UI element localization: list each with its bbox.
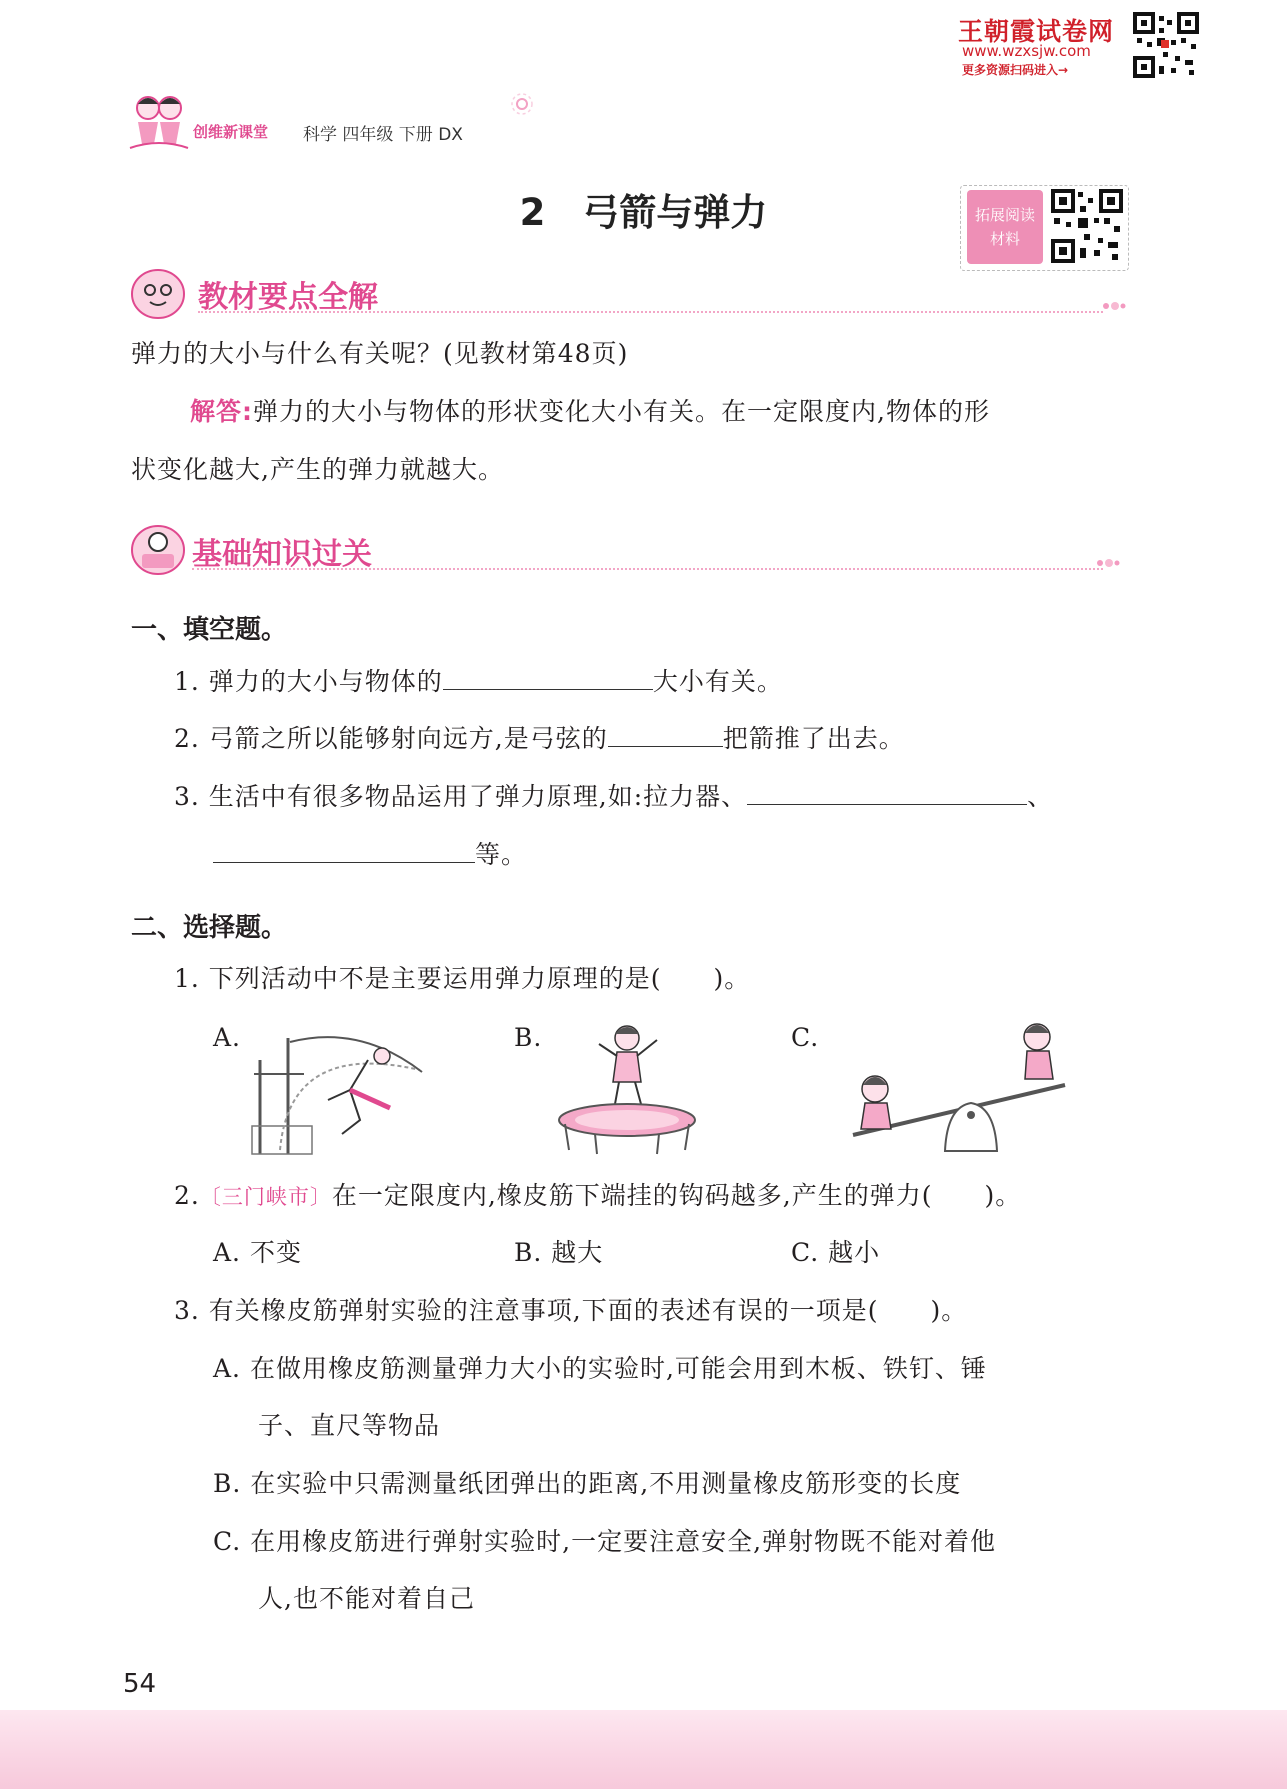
qr-code-icon[interactable] (1050, 188, 1124, 264)
question-text: 3. 生活中有很多物品运用了弹力原理,如:拉力器、 (174, 782, 748, 811)
teacher-mascot-icon (128, 264, 188, 320)
brand-name: 创维新课堂 (193, 123, 269, 141)
answer-blank[interactable] (443, 667, 653, 690)
pole-vault-illustration[interactable] (250, 1030, 430, 1156)
question-number: 2. (174, 1181, 200, 1210)
flower-decoration-icon (510, 92, 534, 116)
part2-title: 二、选择题。 (131, 913, 288, 943)
question-text: 等。 (475, 840, 528, 869)
textbook-question: 弹力的大小与什么有关呢？(见教材第48页) (131, 339, 629, 368)
option-a[interactable]: A. 不变 (213, 1238, 302, 1267)
question-text: 2. 弓箭之所以能够射向远方,是弓弦的 (174, 724, 608, 753)
student-mascot-icon (128, 520, 188, 576)
section-heading-textbook: 教材要点全解 (198, 280, 378, 315)
choice-question-2 (174, 1183, 1021, 1208)
region-tag: 〔三门峡市〕 (199, 1185, 332, 1209)
section-divider (192, 568, 1103, 570)
section-divider (198, 311, 1103, 313)
answer-label: 解答: (190, 397, 253, 426)
question-text: 大小有关。 (652, 667, 783, 696)
fill-question-3 (174, 782, 1053, 809)
answer-line-1 (190, 399, 990, 424)
fill-question-3-cont (213, 840, 527, 867)
qr-code-icon (1133, 12, 1199, 78)
option-c-cont[interactable]: 人,也不能对着自己 (258, 1584, 475, 1613)
option-c[interactable]: C. 在用橡皮筋进行弹射实验时,一定要注意安全,弹射物既不能对着他 (213, 1527, 997, 1556)
answer-blank[interactable] (608, 724, 723, 747)
option-a[interactable]: A. 在做用橡皮筋测量弹力大小的实验时,可能会用到木板、铁钉、锤 (213, 1354, 987, 1383)
answer-blank[interactable] (747, 782, 1027, 805)
dots-decoration-icon (1096, 556, 1120, 570)
header-subject: 科学 四年级 下册 DX (303, 125, 463, 145)
option-c[interactable]: C. 越小 (791, 1238, 881, 1267)
question-text: 在一定限度内,橡皮筋下端挂的钩码越多,产生的弹力( )。 (331, 1181, 1022, 1210)
question-text: 1. 弹力的大小与物体的 (174, 667, 443, 696)
watermark-more: 更多资源扫码进入→ (962, 63, 1069, 77)
answer-blank[interactable] (213, 840, 475, 863)
fill-question-1 (174, 667, 783, 694)
option-a-label[interactable]: A. (213, 1023, 242, 1052)
watermark-site-name: 王朝霞试卷网 (958, 17, 1115, 46)
option-c-label[interactable]: C. (791, 1023, 820, 1052)
option-b[interactable]: B. 在实验中只需测量纸团弹出的距离,不用测量橡皮筋形变的长度 (213, 1469, 962, 1498)
option-b[interactable]: B. 越大 (514, 1238, 604, 1267)
choice-question-3: 3. 有关橡皮筋弹射实验的注意事项,下面的表述有误的一项是( )。 (174, 1296, 968, 1325)
watermark-url: www.wzxsjw.com (962, 42, 1091, 60)
trampoline-illustration[interactable] (555, 1020, 705, 1160)
option-a-cont[interactable]: 子、直尺等物品 (258, 1411, 441, 1440)
fill-question-2 (174, 724, 905, 751)
kids-logo-icon (126, 90, 192, 156)
dots-decoration-icon (1102, 299, 1126, 313)
choice-question-1: 1. 下列活动中不是主要运用弹力原理的是( )。 (174, 964, 751, 993)
part1-title: 一、填空题。 (131, 615, 288, 645)
section-heading-basics: 基础知识过关 (192, 537, 372, 572)
question-text: 、 (1027, 782, 1054, 811)
footer-band (0, 1710, 1287, 1789)
extended-reading-label[interactable]: 拓展阅读材料 (967, 190, 1043, 264)
page-number: 54 (123, 1669, 157, 1699)
option-b-label[interactable]: B. (514, 1023, 543, 1052)
question-text: 把箭推了出去。 (722, 724, 905, 753)
answer-text-1: 弹力的大小与物体的形状变化大小有关。在一定限度内,物体的形 (253, 397, 990, 426)
answer-line-2: 状变化越大,产生的弹力就越大。 (131, 455, 504, 484)
page-title: 2 弓箭与弹力 (519, 191, 768, 234)
seesaw-illustration[interactable] (835, 1015, 1075, 1165)
